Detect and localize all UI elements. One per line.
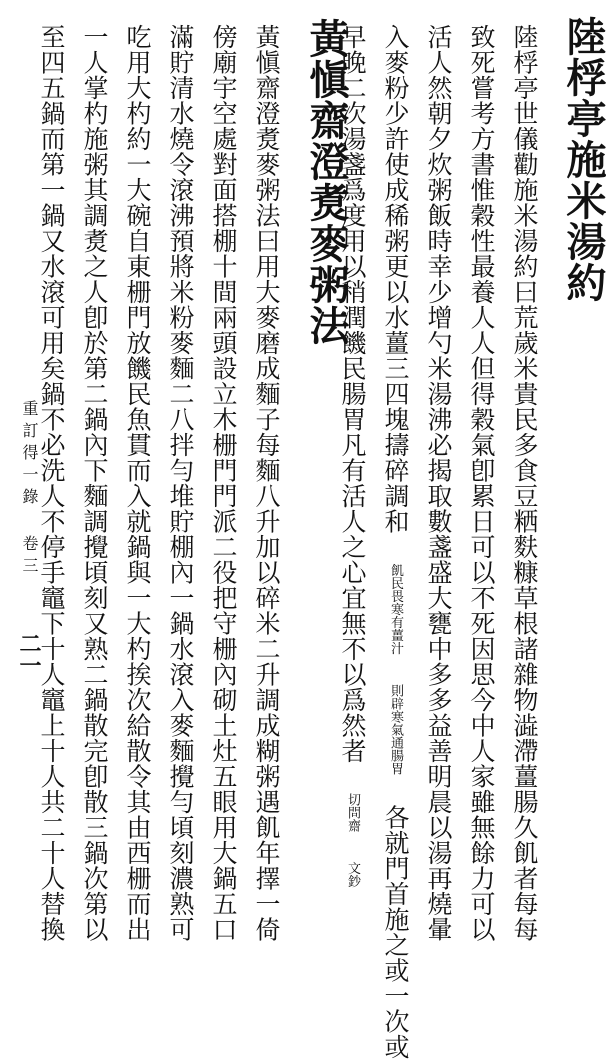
section2-line-4: 吃用大杓約一大碗自東栅門放饑民魚貫而入就鍋與一大杓挨次給散令其由西栅而出	[123, 24, 152, 942]
section2-line-2: 傍廟宇空處對面搭棚十間兩頭設立木栅門門派二役把守栅內砌土灶五眼用大鍋五口	[209, 24, 238, 942]
section1-line-2: 致死嘗考方書惟穀性最養人人但得穀氣卽累日可以不死因思今中人家雖無餘力可以	[467, 24, 496, 942]
section2-line-5: 一人掌杓施粥其調煑之人卽於第二鍋內下麵調攪頃刻又熟二鍋散完卽散三鍋次第以	[80, 24, 109, 942]
book-title: 重訂得一錄	[20, 400, 39, 510]
section1-line-4-text: 入麥粉少許使成稀粥更以水薑三四塊擣碎調和	[381, 24, 410, 534]
section2-line-1: 黃愼齋澄煑麥粥法曰用大麥磨成麵子每麵八升加以碎米二升調成糊粥遇飢年擇一倚	[252, 24, 281, 942]
inline-note-2: 各就門首施之或一次或	[381, 804, 410, 1060]
section2-line-3: 滿貯清水燒令滾沸預將米粉麥麵二八拌勻堆貯棚內一鍋水滾入麥麵攪勻頃刻濃熟可	[166, 24, 195, 942]
page-number: 二一	[16, 632, 42, 676]
inline-note-1b: 則辟寒氣通腸胃	[388, 684, 403, 775]
source-note-b: 文鈔	[345, 861, 360, 888]
section1-line-5-text: 早晚二次湯盞爲度用以稍潤饑民腸胃凡有活人之心宜無不以爲然者	[338, 24, 367, 764]
inline-note-1a: 飢民畏寒有薑汁	[388, 563, 403, 655]
section2-title: 黃愼齋澄煑麥粥法	[303, 18, 350, 346]
section1-title: 陸桴亭施米湯約	[560, 16, 607, 303]
section2-line-6: 至四五鍋而第一鍋又水滾可用矣鍋不必洗人不停手竈下十人竈上十人共二十人替換	[37, 24, 66, 942]
section1-line-1: 陸桴亭世儀勸施米湯約曰荒歲米貴民多食豆粞麩糠草根諸雜物澁滯薑腸久飢者每每	[510, 24, 539, 942]
volume-label: 卷三	[20, 535, 39, 579]
source-note-a: 切問齋	[345, 793, 360, 832]
section1-line-4	[383, 24, 408, 1060]
margin-book-title	[18, 400, 41, 579]
section1-line-3: 活人然朝夕炊粥飯時幸少增勺米湯沸必揭取數盞盛大甕中多多益善明晨以湯再燒暈	[424, 24, 453, 942]
